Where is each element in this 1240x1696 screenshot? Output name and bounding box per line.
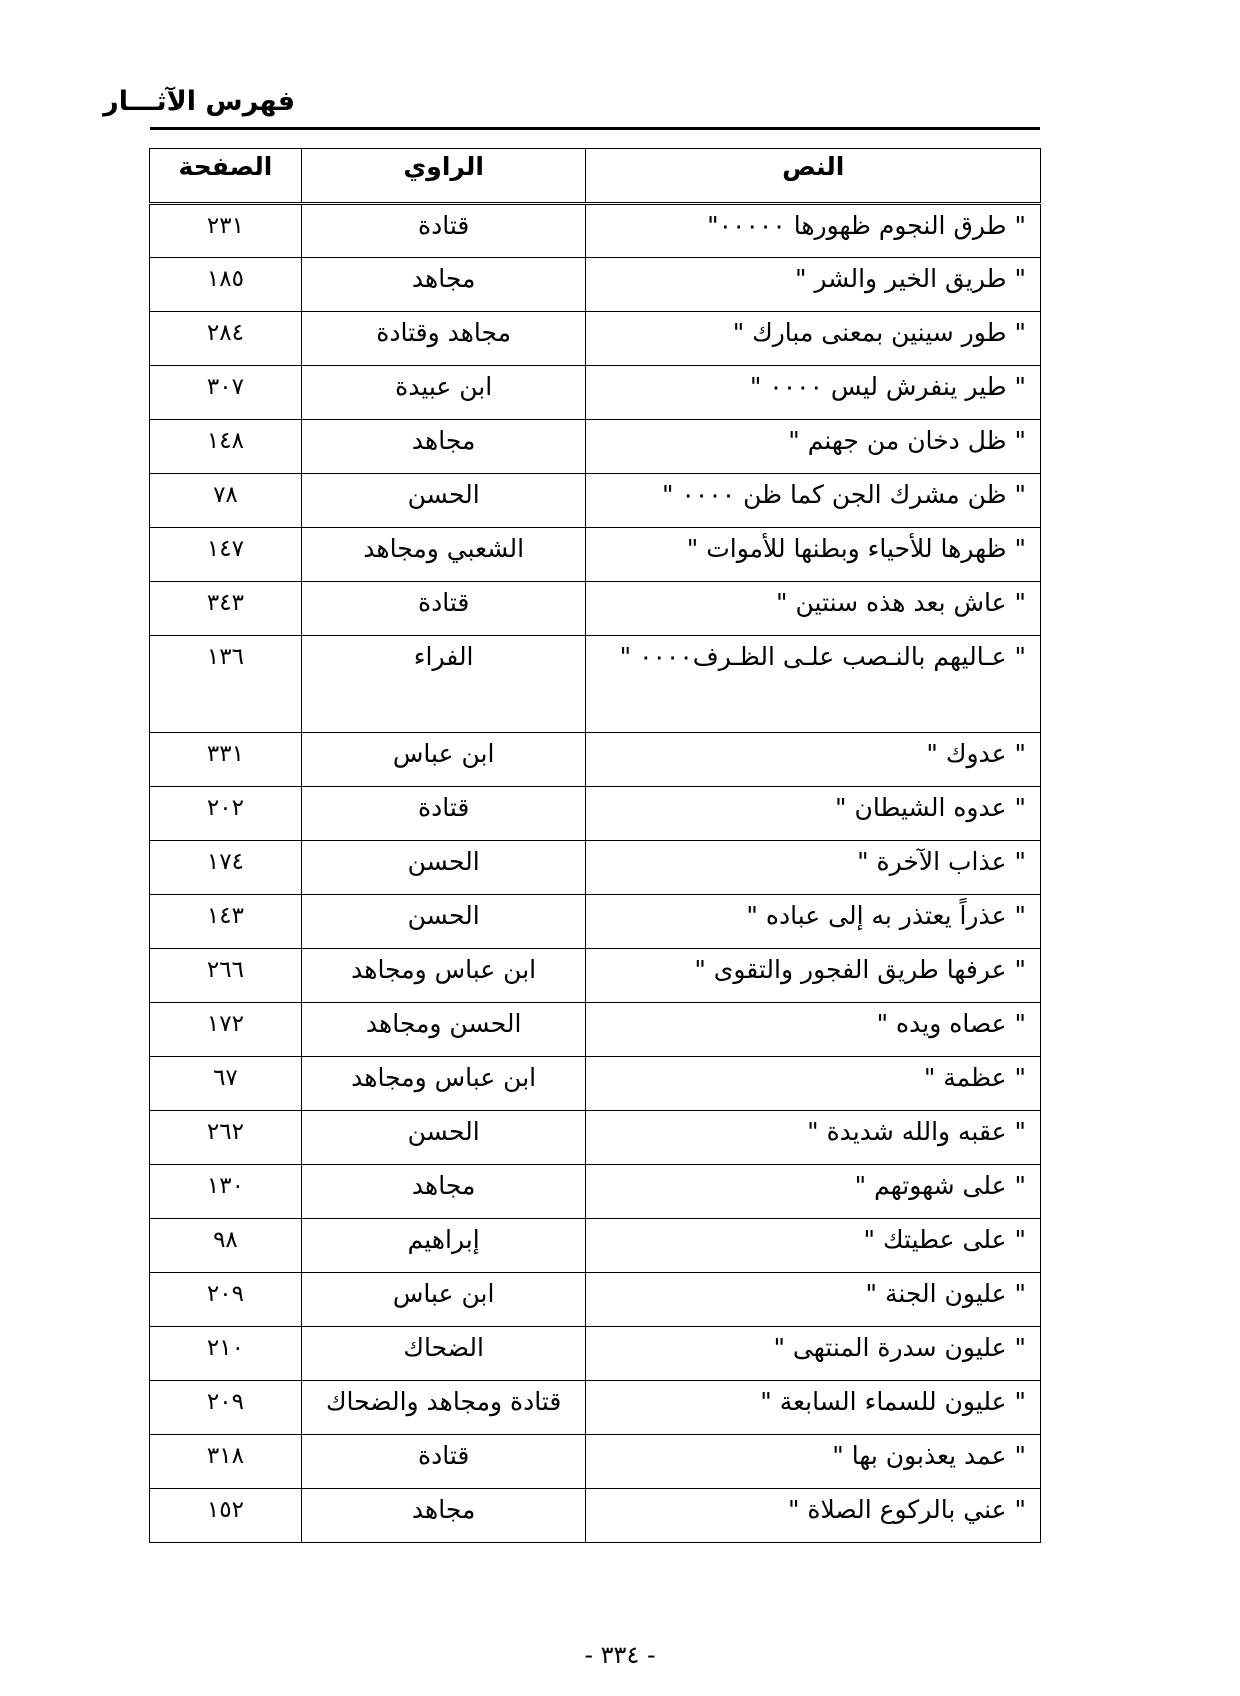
column-header-page: الصفحة <box>150 149 302 204</box>
table-row <box>150 528 1041 582</box>
row-narrator-cell: قتادة <box>301 787 586 841</box>
table-row <box>150 1435 1041 1489</box>
row-text-cell: " عصاه ويده " <box>586 1003 1041 1057</box>
row-page-cell: ٣٣١ <box>150 733 302 787</box>
row-narrator-cell: ابن عباس <box>301 1273 586 1327</box>
row-narrator-cell: ابن عباس <box>301 733 586 787</box>
row-narrator-cell: قتادة <box>301 1435 586 1489</box>
table-row <box>150 1381 1041 1435</box>
page-title: فهرس الآثـــار <box>103 86 295 117</box>
row-page-cell: ٢٦٦ <box>150 949 302 1003</box>
row-text-cell: " عدوه الشيطان " <box>586 787 1041 841</box>
row-text-cell: " على شهوتهم " <box>586 1165 1041 1219</box>
row-page-cell: ٩٨ <box>150 1219 302 1273</box>
row-text-cell: " ظن مشرك الجن كما ظن ٠٠٠٠ " <box>586 474 1041 528</box>
title-divider <box>150 127 1040 130</box>
row-page-cell: ٢١٠ <box>150 1327 302 1381</box>
table-body <box>150 204 1041 1543</box>
table-row <box>150 312 1041 366</box>
row-page-cell: ٧٨ <box>150 474 302 528</box>
table-row <box>150 787 1041 841</box>
row-page-cell: ٢٦٢ <box>150 1111 302 1165</box>
table-row <box>150 1003 1041 1057</box>
table-row <box>150 841 1041 895</box>
row-narrator-cell: إبراهيم <box>301 1219 586 1273</box>
row-page-cell: ٢٨٤ <box>150 312 302 366</box>
row-narrator-cell: مجاهد وقتادة <box>301 312 586 366</box>
table-row <box>150 582 1041 636</box>
row-page-cell: ١٣٠ <box>150 1165 302 1219</box>
row-text-cell: " ظل دخان من جهنم " <box>586 420 1041 474</box>
row-page-cell: ٣٤٣ <box>150 582 302 636</box>
row-page-cell: ٢٠٢ <box>150 787 302 841</box>
row-text-cell: " طير ينفرش ليس ٠٠٠٠ " <box>586 366 1041 420</box>
table-row <box>150 474 1041 528</box>
table-row <box>150 636 1041 733</box>
row-text-cell: " عدوك " <box>586 733 1041 787</box>
table-row <box>150 1219 1041 1273</box>
row-page-cell: ١٥٢ <box>150 1489 302 1543</box>
table-row <box>150 949 1041 1003</box>
row-text-cell: " عليون للسماء السابعة " <box>586 1381 1041 1435</box>
row-narrator-cell: الشعبي ومجاهد <box>301 528 586 582</box>
row-page-cell: ٣١٨ <box>150 1435 302 1489</box>
row-page-cell: ١٣٦ <box>150 636 302 733</box>
column-header-narrator: الراوي <box>301 149 586 204</box>
row-page-cell: ١٨٥ <box>150 258 302 312</box>
row-text-cell: " عليون سدرة المنتهى " <box>586 1327 1041 1381</box>
table-row <box>150 366 1041 420</box>
table-row <box>150 733 1041 787</box>
row-text-cell: " على عطيتك " <box>586 1219 1041 1273</box>
table-row <box>150 895 1041 949</box>
table-row <box>150 204 1041 258</box>
row-text-cell: " عرفها طريق الفجور والتقوى " <box>586 949 1041 1003</box>
row-page-cell: ١٤٧ <box>150 528 302 582</box>
row-narrator-cell: الحسن ومجاهد <box>301 1003 586 1057</box>
table-row <box>150 420 1041 474</box>
row-narrator-cell: مجاهد <box>301 258 586 312</box>
table-row <box>150 1273 1041 1327</box>
row-text-cell: " عذاب الآخرة " <box>586 841 1041 895</box>
row-narrator-cell: الحسن <box>301 474 586 528</box>
athar-index-table <box>149 148 1041 1543</box>
row-page-cell: ٢٠٩ <box>150 1273 302 1327</box>
row-narrator-cell: الحسن <box>301 895 586 949</box>
row-page-cell: ١٧٢ <box>150 1003 302 1057</box>
row-page-cell: ٢٣١ <box>150 204 302 258</box>
row-page-cell: ١٤٨ <box>150 420 302 474</box>
row-page-cell: ٢٠٩ <box>150 1381 302 1435</box>
row-page-cell: ٦٧ <box>150 1057 302 1111</box>
row-text-cell: " عمد يعذبون بها " <box>586 1435 1041 1489</box>
row-page-cell: ٣٠٧ <box>150 366 302 420</box>
table-row <box>150 1327 1041 1381</box>
row-narrator-cell: الضحاك <box>301 1327 586 1381</box>
page-number: - ٣٣٤ - <box>584 1641 656 1669</box>
row-text-cell: " عاش بعد هذه سنتين " <box>586 582 1041 636</box>
row-narrator-cell: قتادة <box>301 582 586 636</box>
row-text-cell: " عليون الجنة " <box>586 1273 1041 1327</box>
table-row <box>150 1489 1041 1543</box>
row-text-cell: " طرق النجوم ظهورها ٠٠٠٠٠" <box>586 204 1041 258</box>
row-narrator-cell: ابن عباس ومجاهد <box>301 949 586 1003</box>
row-text-cell: " عني بالركوع الصلاة " <box>586 1489 1041 1543</box>
row-narrator-cell: قتادة ومجاهد والضحاك <box>301 1381 586 1435</box>
row-text-cell: " طريق الخير والشر " <box>586 258 1041 312</box>
row-page-cell: ١٤٣ <box>150 895 302 949</box>
row-text-cell: " عظمة " <box>586 1057 1041 1111</box>
row-text-cell: " عقبه والله شديدة " <box>586 1111 1041 1165</box>
table-row <box>150 1165 1041 1219</box>
row-narrator-cell: قتادة <box>301 204 586 258</box>
row-narrator-cell: الحسن <box>301 1111 586 1165</box>
row-text-cell: " عذراً يعتذر به إلى عباده " <box>586 895 1041 949</box>
row-narrator-cell: ابن عباس ومجاهد <box>301 1057 586 1111</box>
table-row <box>150 258 1041 312</box>
table-row <box>150 1111 1041 1165</box>
row-narrator-cell: مجاهد <box>301 1165 586 1219</box>
row-narrator-cell: مجاهد <box>301 420 586 474</box>
row-narrator-cell: الحسن <box>301 841 586 895</box>
row-text-cell: " عـاليهم بالنـصب علـى الظـرف٠٠٠٠ " <box>586 636 1041 733</box>
row-narrator-cell: مجاهد <box>301 1489 586 1543</box>
column-header-text: النص <box>586 149 1041 204</box>
row-page-cell: ١٧٤ <box>150 841 302 895</box>
row-narrator-cell: الفراء <box>301 636 586 733</box>
row-text-cell: " ظهرها للأحياء وبطنها للأموات " <box>586 528 1041 582</box>
row-text-cell: " طور سينين بمعنى مبارك " <box>586 312 1041 366</box>
table-header-row <box>150 149 1041 204</box>
row-narrator-cell: ابن عبيدة <box>301 366 586 420</box>
table-row <box>150 1057 1041 1111</box>
